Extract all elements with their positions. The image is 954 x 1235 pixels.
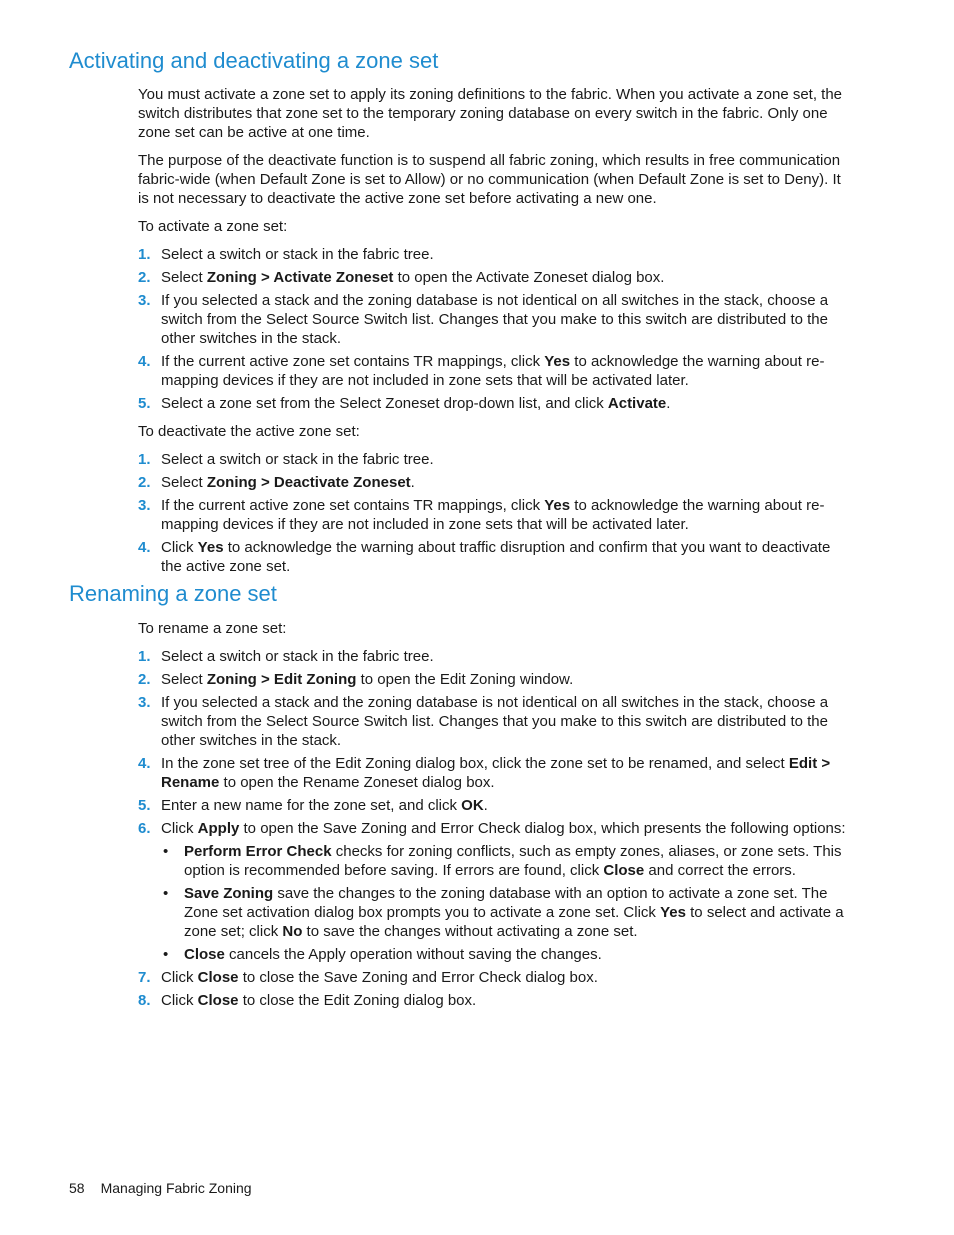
list-item: • Close cancels the Apply operation without saving the changes. [163,946,602,963]
list-item: 2. Select Zoning > Deactivate Zoneset. [138,474,415,491]
step-number: 6. [138,820,151,837]
list-item: 3. If you selected a stack and the zoning database is not identical on all switches in the stack, choose a switch from the Select Source Switch list. Changes that you make to this switch are distributed to the other switches in the stack. [138,292,829,347]
chapter-title: Managing Fabric Zoning [100,1180,252,1196]
list-item: 4. In the zone set tree of the Edit Zoning dialog box, click the zone set to be renamed, and select Edit > Rename to open the Rename Zoneset dialog box. [138,755,831,791]
page-footer [69,1180,252,1196]
step-number: 2. [138,269,151,286]
list-item: 3. If you selected a stack and the zoning database is not identical on all switches in the stack, choose a switch from the Select Source Switch list. Changes that you make to this switch are distributed to the other switches in the stack. [138,694,829,749]
section-body-activating [138,85,848,585]
list-item: 4. Click Yes to acknowledge the warning about traffic disruption and confirm that you want to deactivate the active zone set. [138,539,831,575]
step-number: 7. [138,969,151,986]
list-item: 1. Select a switch or stack in the fabric tree. [138,246,434,263]
step-number: 4. [138,755,151,772]
step-number: 3. [138,694,151,711]
deactivate-steps-list [138,450,848,576]
list-item: 3. If the current active zone set contains TR mappings, click Yes to acknowledge the warning about re-mapping devices if they are not included in zone sets that will be activated later. [138,497,825,533]
step-number: 2. [138,474,151,491]
bullet-marker: • [163,885,169,902]
list-item: 5. Enter a new name for the zone set, and click OK. [138,797,488,814]
list-item: 7. Click Close to close the Save Zoning and Error Check dialog box. [138,969,598,986]
step-number: 4. [138,539,151,556]
list-item: 6. Click Apply to open the Save Zoning and Error Check dialog box, which presents the following options: • Perform Error Check checks for zoning conflicts, such as empty zones, aliases, or zone sets. This option is recommended before saving. If errors are found, click Close and correct the errors. • Save Zoning save the changes to the zoning database with an option to activate a zone set. The Zone set activation dialog box prompts you to activate a zone set. Click Yes to select and activate a zone set; click No to save the changes without activating a zone set. • Close cancels the Apply operation without saving the changes. [138,819,848,964]
step-number: 1. [138,246,151,263]
deactivate-steps-intro: To deactivate the active zone set: [138,423,360,440]
step-number: 1. [138,451,151,468]
paragraph-deactivate-purpose: The purpose of the deactivate function is to suspend all fabric zoning, which results in free communication fabric-wide (when Default Zone is set to Allow) or no communication (when Default Zone is set to Deny). It is not necessary to deactivate the active zone set before activating a new one. [138,152,841,207]
list-item: 1. Select a switch or stack in the fabric tree. [138,451,434,468]
rename-steps-intro: To rename a zone set: [138,620,287,637]
bullet-marker: • [163,946,169,963]
paragraph-activate-intro: You must activate a zone set to apply its zoning definitions to the fabric. When you activate a zone set, the switch distributes that zone set to the temporary zoning database on every switch in the fabric. Only one zone set can be active at one time. [138,86,843,141]
step-number: 4. [138,353,151,370]
step-number: 2. [138,671,151,688]
list-item: 2. Select Zoning > Activate Zoneset to open the Activate Zoneset dialog box. [138,269,665,286]
activate-steps-intro: To activate a zone set: [138,218,288,235]
step-number: 5. [138,797,151,814]
step-number: 5. [138,395,151,412]
section-heading-activating: Activating and deactivating a zone set [69,48,439,73]
page-number: 58 [69,1180,85,1196]
list-item: 4. If the current active zone set contains TR mappings, click Yes to acknowledge the warning about re-mapping devices if they are not included in zone sets that will be activated later. [138,353,825,389]
section-body-renaming [138,619,848,1019]
list-item: 8. Click Close to close the Edit Zoning dialog box. [138,992,477,1009]
rename-steps-list [138,647,848,1010]
step-number: 8. [138,992,151,1009]
list-item: 5. Select a zone set from the Select Zoneset drop-down list, and click Activate. [138,395,671,412]
step-number: 3. [138,497,151,514]
apply-options-list [161,842,848,964]
bullet-marker: • [163,843,169,860]
list-item: 1. Select a switch or stack in the fabric tree. [138,648,434,665]
section-heading-renaming: Renaming a zone set [69,581,277,606]
list-item: 2. Select Zoning > Edit Zoning to open the Edit Zoning window. [138,671,574,688]
step-number: 1. [138,648,151,665]
activate-steps-list [138,245,848,413]
list-item: • Save Zoning save the changes to the zoning database with an option to activate a zone set. The Zone set activation dialog box prompts you to activate a zone set. Click Yes to select and activate a zone set; click No to save the changes without activating a zone set. [163,885,844,940]
list-item: • Perform Error Check checks for zoning conflicts, such as empty zones, aliases, or zone sets. This option is recommended before saving. If errors are found, click Close and correct the errors. [163,843,842,879]
step-number: 3. [138,292,151,309]
